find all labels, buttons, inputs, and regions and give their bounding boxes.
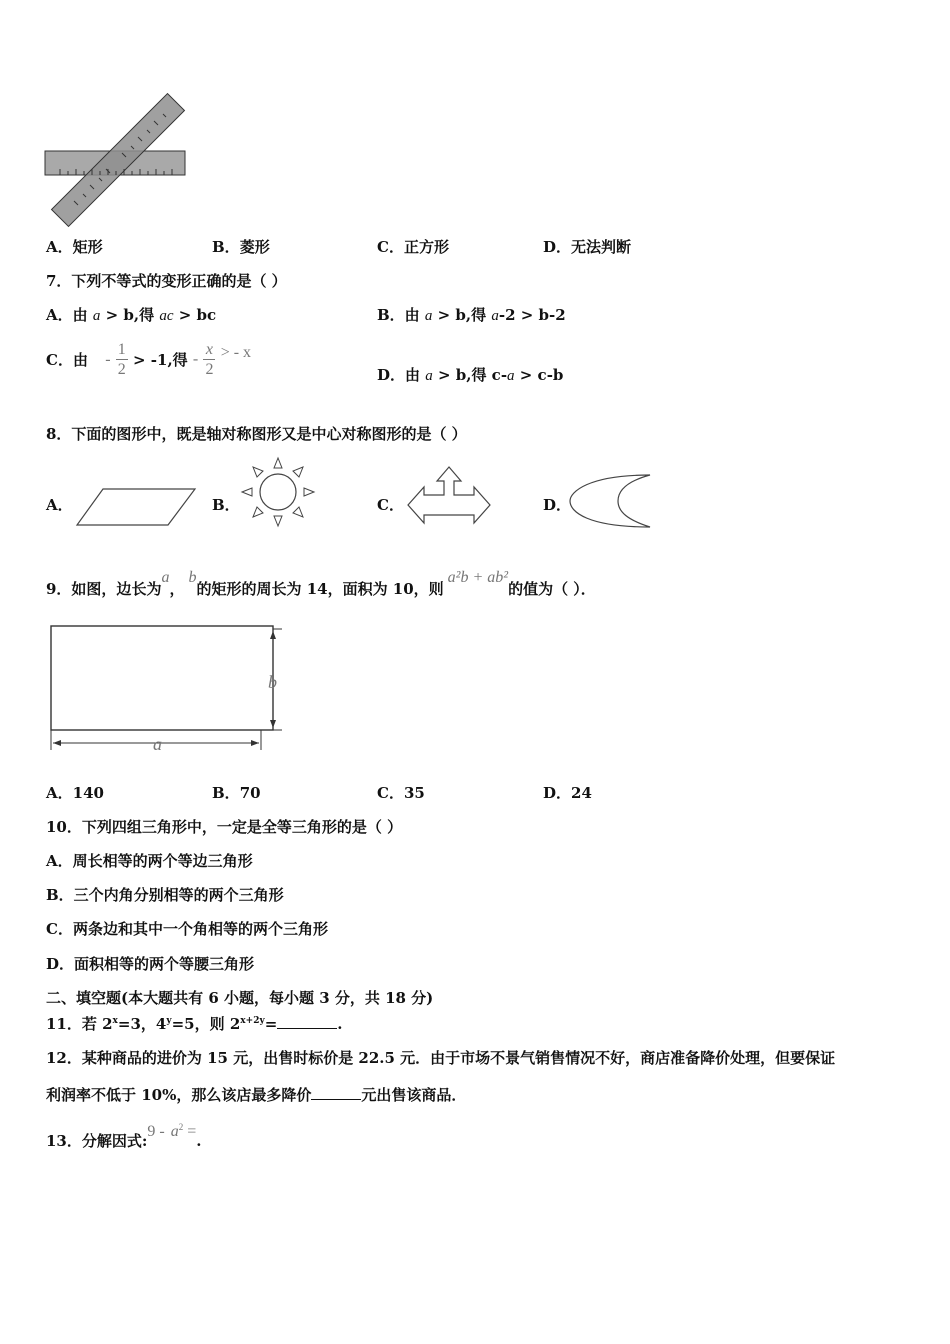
q9-option-c: C．35 [377,784,425,802]
q7-option-c: C．由 - $\frac{1}{2}$ > -1,得 - $\frac{x}{2}$ > - x [46,341,252,379]
q10-option-c: C．两条边和其中一个角相等的两个三角形 [46,920,328,938]
q9-stem: 9．如图，边长为a，b的矩形的周长为 14，面积为 10，则a²b + ab²的值为（ ）． [46,569,596,598]
q8-label-a: A． [46,496,73,514]
q7-option-a: A．由 a > b,得 ac > bc [46,306,217,324]
q13: 13．分解因式:9 - $a^2$ =. [46,1122,202,1150]
q9-option-b: B．70 [212,784,261,802]
q6-option-d: D．无法判断 [543,238,632,256]
q11: 11．若 $2^x=3$，$4^y=5$，则 $2^{x+2y}=$ . [46,1015,343,1033]
q9-option-d: D．24 [543,784,592,802]
q6-option-a: A．矩形 [46,238,103,256]
q8-label-c: C． [377,496,404,514]
q8-label-d: D． [543,496,572,514]
q7-option-b: B．由 a > b,得 a-2 > b-2 [377,306,566,324]
q7-option-d: D．由 a > b,得 c-a > c-b [377,366,564,384]
section-2-title: 二、填空题(本大题共有 6 小题，每小题 3 分，共 18 分) [46,989,434,1007]
q12-line2: 利润率不低于 10%，那么该店最多降价 元出售该商品． [46,1086,467,1104]
q12-line1: 12．某种商品的进价为 15 元，出售时标价是 22.5 元．由于市场不景气销售情况不好，商店准备降价处理，但要保证 [46,1049,836,1067]
q10-option-b: B．三个内角分别相等的两个三角形 [46,886,284,904]
q10-stem: 10．下列四组三角形中，一定是全等三角形的是（ ） [46,818,403,836]
parallelogram-figure [75,487,200,527]
q7-stem: 7．下列不等式的变形正确的是（ ） [46,272,287,290]
q8-stem: 8．下面的图形中，既是轴对称图形又是中心对称图形的是（ ） [46,425,467,443]
fraction-x-half: $\frac{x}{2}$ [205,341,214,379]
q9-option-a: A．140 [46,784,104,802]
q6-option-b: B．菱形 [212,238,270,256]
q12-answer-blank[interactable] [311,1085,361,1100]
q8-label-b: B． [212,496,240,514]
q11-answer-blank[interactable] [277,1014,337,1029]
sun-figure [240,456,320,528]
q9-fig-label-b: b [268,672,277,692]
crescent-moon-figure [568,472,658,530]
ruler-overlap-figure [40,95,200,230]
q10-option-d: D．面积相等的两个等腰三角形 [46,955,255,973]
rectangle-ab-figure [44,622,289,757]
three-arrows-figure [404,465,494,527]
q9-fig-label-a: a [153,734,162,754]
fraction-one-half: $\frac{1}{2}$ [117,341,126,379]
q6-option-c: C．正方形 [377,238,449,256]
q10-option-a: A．周长相等的两个等边三角形 [46,852,253,870]
